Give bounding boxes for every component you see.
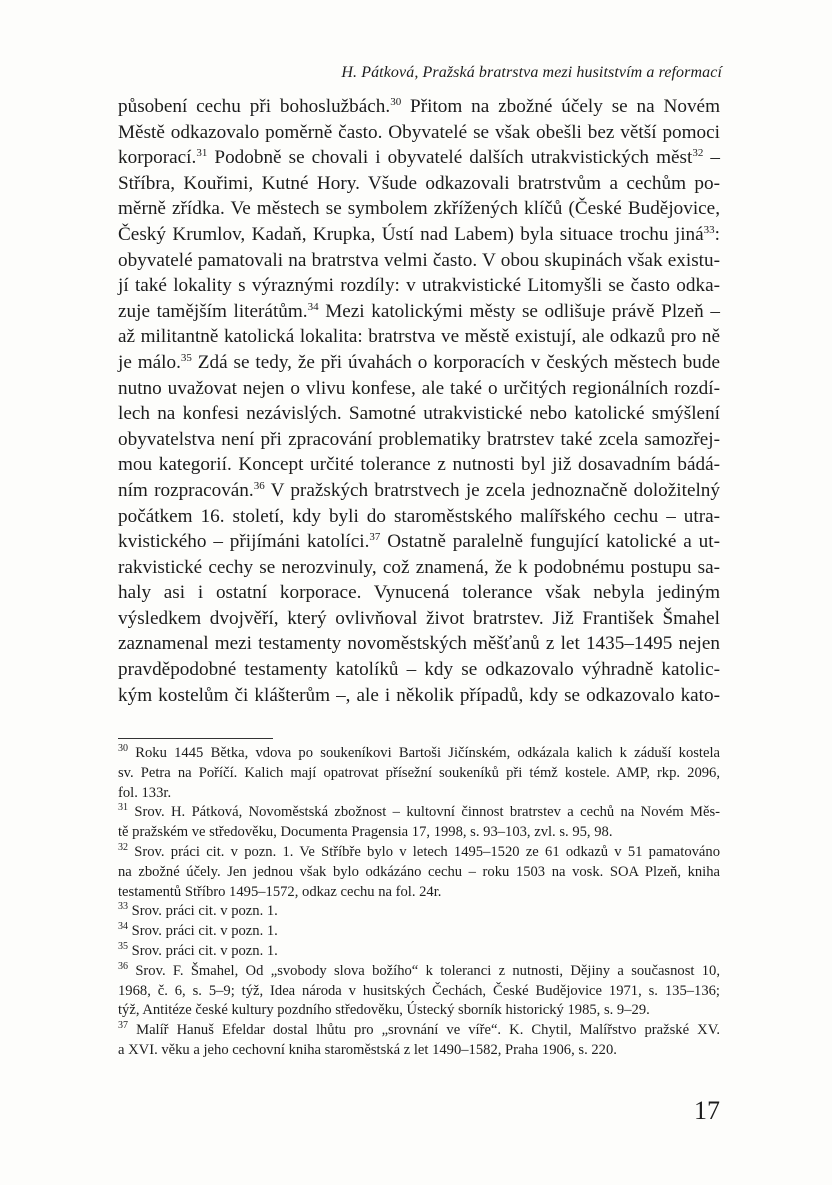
body-line [118,222,720,248]
body-text-run: počátkem 16. století, kdy byli do staroměstského malířského cechu – utra- [118,505,720,527]
body-line [118,120,720,146]
body-line [118,196,720,222]
body-line [118,555,720,581]
footnote-text: Srov. práci cit. v pozn. 1. [128,903,278,920]
footnote-line [118,1001,720,1021]
footnote-line [118,1041,720,1061]
body-text-run: kvistického – přijímáni katolíci. [118,531,370,553]
body-line [118,248,720,274]
footnote-number: 33 [118,901,128,913]
body-line [118,299,720,325]
footnote-line [118,922,720,942]
body-text-run: lech na konfesi nezávislých. Samotné utrakvistické nebo katolické smýšlení [118,403,720,425]
running-header: H. Pátková, Pražská bratrstva mezi husitstvím a reformací [341,64,722,81]
footnote-number: 37 [118,1020,128,1032]
footnote-text: a XVI. věku a jeho cechovní kniha staroměstská z let 1490–1582, Praha 1906, s. 220. [118,1041,617,1058]
footnote-number: 35 [118,940,128,952]
body-text-run: Podobně se chovali i obyvatelé dalších utrakvistických měst [207,147,693,169]
body-text-run: obyvatelstva není při zpracování problematiky bratrstev také zcela samozřej- [118,428,720,450]
footnote-line [118,942,720,962]
body-line [118,350,720,376]
body-text-run: – [703,147,720,169]
footnote-ref: 33 [703,223,715,236]
footnote-line [118,883,720,903]
body-text-run: korporací. [118,147,197,169]
footnote-line [118,823,720,843]
footnote-text: sv. Petra na Poříčí. Kalich mají opatrovat přísežní soukeníků při témž kostele. AMP, rkp. 2096, [118,764,720,781]
footnote-number: 36 [118,960,128,972]
body-text-run: měrně zřídka. Ve městech se symbolem zkřížených klíčů (České Budějovice, [118,198,720,220]
footnote-number: 30 [118,743,128,754]
body-line [118,606,720,632]
footnote-line [118,744,720,764]
footnote-line [118,982,720,1002]
body-line [118,504,720,530]
footnote-text: Srov. práci cit. v pozn. 1. [128,923,278,940]
body-line [118,94,720,120]
body-text-run: Ostatně paralelně fungující katolické a ut- [380,531,720,553]
footnote-number: 31 [118,802,128,814]
footnote-text: testamentů Stříbro 1495–1572, odkaz cechu na fol. 24r. [118,883,442,900]
footnote-divider [118,738,273,739]
footnote-text: Srov. práci cit. v pozn. 1. Ve Stříbře bylo v letech 1495–1520 ze 61 odkazů v 51 pamatováno [128,843,720,860]
body-line [118,145,720,171]
body-line [118,478,720,504]
body-text-run: Městě odkazovalo poměrně často. Obyvatelé se však obešli bez větší pomoci [118,121,720,143]
body-text-run: působení cechu při bohoslužbách. [118,96,391,117]
footnote-text: Srov. F. Šmahel, Od „svobody slova božího“ k toleranci z nutnosti, Dějiny a současnost 10, [128,962,720,979]
body-line [118,657,720,683]
body-text-run: mou kategorií. Koncept určité tolerance z nutnosti byl již dosavadním bádá- [118,454,720,476]
body-text-run: zaznamenal mezi testamenty novoměstských měšťanů z let 1435–1495 nejen [118,633,720,655]
body-text-run: Stříbra, Kouřimi, Kutné Hory. Všude odkazovali bratrstvům a cechům po- [118,172,720,194]
body-text-run: je málo. [118,351,181,373]
body-text-run: rakvistické cechy se nerozvinuly, což znamená, že k podobnému postupu sa- [118,556,720,578]
body-text-run: Český Krumlov, Kadaň, Krupka, Ústí nad Labem) byla situace trochu jiná [118,223,704,245]
footnote-number: 32 [118,841,128,853]
footnote-text: Srov. práci cit. v pozn. 1. [128,942,278,959]
footnote-line [118,962,720,982]
body-text-run: obyvatelé pamatovali na bratrstva velmi často. V obou skupinách však existu- [118,249,720,271]
footnote-text: Roku 1445 Bětka, vdova po soukeníkovi Bartoši Jičínském, odkázala kalich k záduší kostela [128,745,720,761]
body-text-run: nutno uvažovat nejen o vlivu konfese, ale také o určitých regionálních rozdí- [118,377,720,399]
footnote-ref: 36 [253,479,265,492]
footnote-line [118,1021,720,1041]
body-text-run: Přitom na zbožné účely se na Novém [401,96,720,117]
footnote-line [118,843,720,863]
body-text-run: ním rozpracován. [118,479,254,501]
body-line [118,273,720,299]
footnote-text: na zbožné účely. Jen jednou však bylo odkázáno cechu – roku 1503 na vosk. SOA Plzeň, kniha [118,863,720,880]
body-text-run: Zdá se tedy, že při úvahách o korporacích v českých městech bude [191,351,720,373]
body-text-run: jí také lokality s výraznými rozdíly: v utrakvistické Litomyšli se často odka- [118,275,720,297]
body-text-run: haly asi i ostatní korporace. Vynucená tolerance však nebyla jediným [118,582,720,604]
body-text-run: Mezi katolickými městy se odlišuje právě Plzeň – [318,300,720,322]
footnote-line [118,764,720,784]
body-line [118,427,720,453]
footnote-text: Malíř Hanuš Efeldar dostal lhůtu pro „srovnání ve víře“. K. Chytil, Malířstvo pražské XV. [128,1022,720,1039]
footnote-text: fol. 133r. [118,784,172,801]
body-text-run: kým kostelům či klášterům –, ale i několik případů, kdy se odkazovalo kato- [118,684,720,706]
footnote-line [118,863,720,883]
body-line [118,529,720,555]
footnote-line [118,784,720,804]
body-line [118,324,720,350]
footnote-text: týž, Antitéze české kultury pozdního středověku, Ústecký sborník historický 1985, s. 9–29. [118,1002,650,1019]
footnotes [118,744,720,1061]
body-line [118,171,720,197]
footnote-text: tě pražském ve středověku, Documenta Pragensia 17, 1998, s. 93–103, zvl. s. 95, 98. [118,824,613,841]
body-text-run: : [714,223,720,245]
footnote-ref: 31 [196,147,208,160]
body-line [118,631,720,657]
body-text-run: až militantně katolická lokalita: bratrstva ve městě existují, ale odkazů pro ně [118,326,720,348]
body-line [118,452,720,478]
footnote-ref: 35 [180,351,192,364]
body-line [118,580,720,606]
footnote-text: 1968, č. 6, s. 5–9; týž, Idea národa v husitských Čechách, České Budějovice 1971, s. 135–136; [118,982,720,999]
body-line [118,376,720,402]
body-text-run: pravděpodobné testamenty katolíků – kdy se odkazovalo výhradně katolic- [118,659,720,681]
page-number: 17 [694,1096,720,1125]
footnote-ref: 30 [390,96,402,108]
body-line [118,401,720,427]
footnote-number: 34 [118,921,128,933]
footnote-line [118,803,720,823]
body-line [118,683,720,709]
body-text-run: výsledkem dvojvěří, který ovlivňoval život bratrstev. Již František Šmahel [118,607,720,629]
body-text-run: V pražských bratrstvech je zcela jednoznačně doložitelný [264,479,720,501]
footnote-ref: 37 [369,531,381,544]
footnote-ref: 32 [692,147,704,160]
main-text [118,94,720,708]
body-text-run: zuje tamějším literátům. [118,300,308,322]
footnote-line [118,902,720,922]
footnote-text: Srov. H. Pátková, Novoměstská zbožnost – kultovní činnost bratrstev a cechů na Novém Měs- [128,804,720,821]
footnote-ref: 34 [307,300,319,313]
